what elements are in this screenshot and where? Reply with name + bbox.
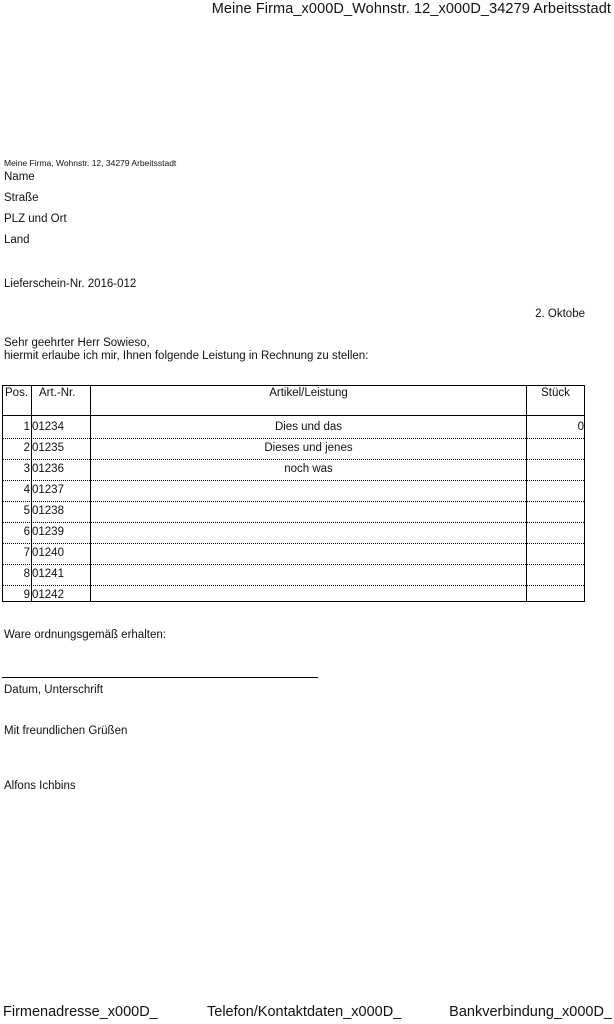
row-article: Dieses und jenes bbox=[264, 442, 353, 454]
signature-line bbox=[2, 677, 318, 678]
table-row bbox=[3, 480, 584, 502]
header-divider bbox=[3, 415, 584, 416]
row-art-nr: 01241 bbox=[32, 568, 64, 580]
table-row bbox=[3, 501, 584, 523]
row-article: Dies und das bbox=[274, 421, 343, 433]
row-art-nr: 01234 bbox=[32, 421, 64, 433]
header-article: Artikel/Leistung bbox=[269, 387, 348, 399]
row-pos: 4 bbox=[23, 484, 30, 496]
row-pos: 1 bbox=[23, 421, 30, 433]
table-row bbox=[3, 417, 584, 439]
row-art-nr: 01237 bbox=[32, 484, 64, 496]
signature-caption: Datum, Unterschrift bbox=[4, 684, 104, 696]
row-pos: 8 bbox=[23, 568, 30, 580]
table-row bbox=[3, 438, 584, 460]
row-art-nr: 01242 bbox=[32, 589, 64, 601]
salutation: Sehr geehrter Herr Sowieso, bbox=[4, 337, 150, 349]
sender-line: Meine Firma, Wohnstr. 12, 34279 Arbeitsstadt bbox=[4, 158, 177, 168]
row-pos: 7 bbox=[23, 547, 30, 559]
footer-contact: Telefon/Kontaktdaten_x000D_ bbox=[207, 1004, 402, 1020]
row-article: noch was bbox=[284, 463, 333, 475]
row-pos: 2 bbox=[23, 442, 30, 454]
header-qty: Stück bbox=[541, 387, 570, 399]
row-qty: 0 bbox=[577, 421, 584, 433]
row-pos: 5 bbox=[23, 505, 30, 517]
row-art-nr: 01236 bbox=[32, 463, 64, 475]
footer-bank: Bankverbindung_x000D_ bbox=[449, 1004, 612, 1020]
row-art-nr: 01239 bbox=[32, 526, 64, 538]
table-row bbox=[3, 543, 584, 565]
row-pos: 9 bbox=[23, 589, 30, 601]
header-company-line: Meine Firma_x000D_Wohnstr. 12_x000D_34279 Arbeitsstadt bbox=[211, 1, 611, 17]
document-date: 2. Oktobe bbox=[535, 308, 585, 320]
letter-greeting bbox=[4, 337, 368, 363]
table-row bbox=[3, 459, 584, 481]
receipt-text: Ware ordnungsgemäß erhalten: bbox=[4, 629, 166, 641]
closing-name: Alfons Ichbins bbox=[4, 780, 76, 792]
header-pos: Pos. bbox=[5, 387, 29, 399]
row-art-nr: 01235 bbox=[32, 442, 64, 454]
row-pos: 6 bbox=[23, 526, 30, 538]
table-row bbox=[3, 564, 584, 586]
recipient-country: Land bbox=[4, 234, 30, 246]
recipient-city: PLZ und Ort bbox=[4, 213, 67, 225]
recipient-street: Straße bbox=[4, 192, 39, 204]
footer-address: Firmenadresse_x000D_ bbox=[3, 1004, 158, 1020]
table-row bbox=[3, 522, 584, 544]
header-art-nr: Art.-Nr. bbox=[39, 387, 76, 399]
items-table bbox=[2, 385, 585, 602]
closing-regards: Mit freundlichen Grüßen bbox=[4, 725, 128, 737]
intro-text: hiermit erlaube ich mir, Ihnen folgende Leistung in Rechnung zu stellen: bbox=[4, 350, 369, 362]
delivery-note-number: Lieferschein-Nr. 2016-012 bbox=[4, 278, 137, 290]
row-art-nr: 01240 bbox=[32, 547, 64, 559]
recipient-name: Name bbox=[4, 171, 35, 183]
row-pos: 3 bbox=[23, 463, 30, 475]
row-art-nr: 01238 bbox=[32, 505, 64, 517]
table-row bbox=[3, 585, 584, 606]
